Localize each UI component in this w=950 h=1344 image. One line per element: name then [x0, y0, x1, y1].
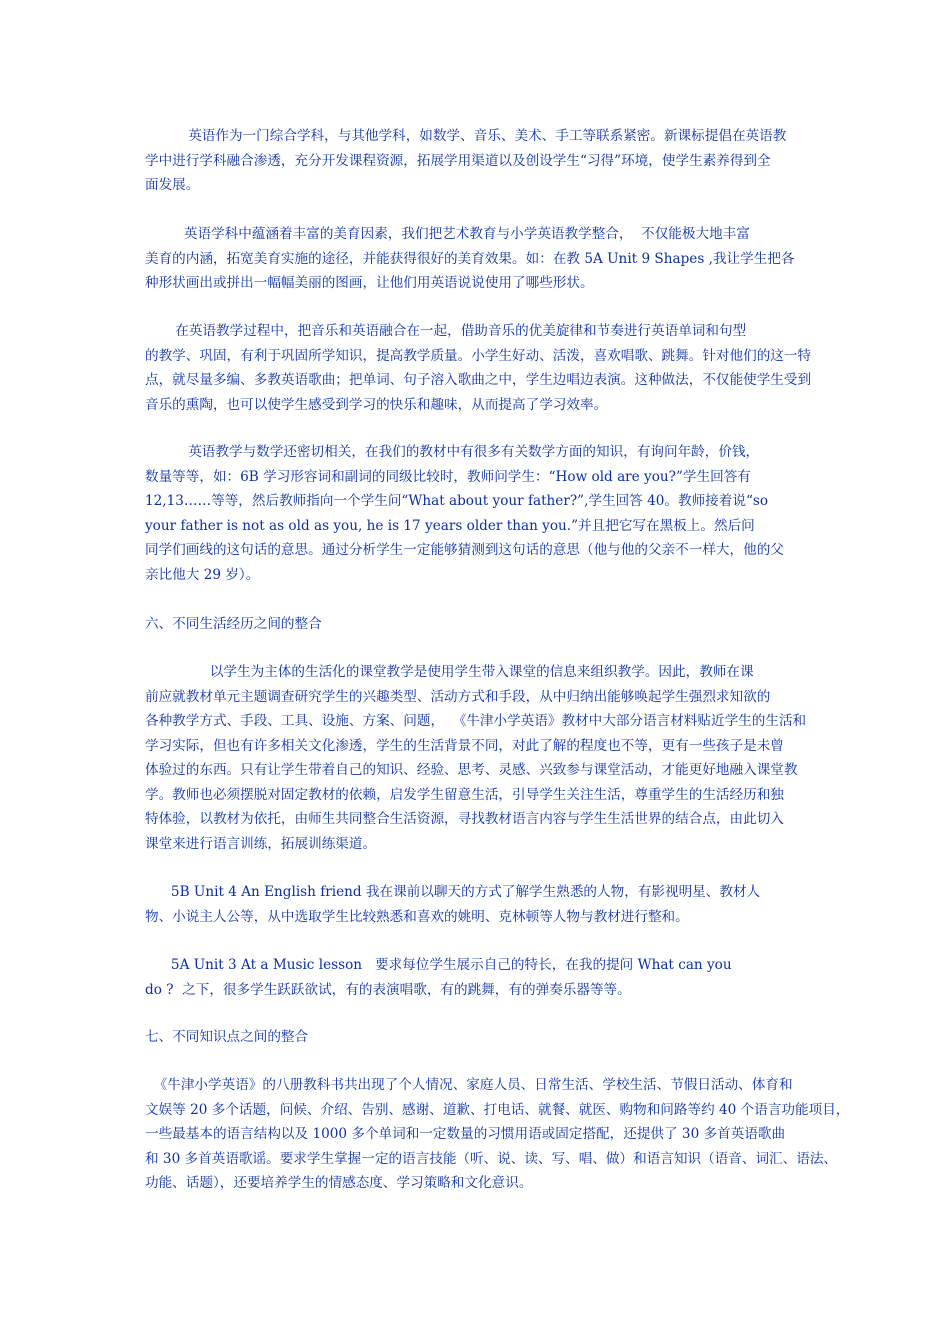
- text-line: 功能、话题），还要培养学生的情感态度、学习策略和文化意识。: [145, 1175, 533, 1191]
- text-line: 点，就尽量多编、多教英语歌曲；把单词、句子溶入歌曲之中，学生边唱边表演。这种做法，不仅能使学生受到: [145, 372, 812, 388]
- text-line: 英语学科中蕴涵着丰富的美育因素，我们把艺术教育与小学英语教学整合， 不仅能极大地丰富: [145, 226, 750, 242]
- text-line: 学习实际，但也有许多相关文化渗透，学生的生活背景不同，对此了解的程度也不等，更有一些孩子是未曾: [145, 737, 784, 754]
- text-line: 学中进行学科融合渗透，充分开发课程资源，拓展学用渠道以及创设学生“习得”环境，使学生素养得到全: [145, 152, 771, 169]
- paragraph-music-integration: [145, 319, 815, 417]
- text-line: 英语教学与数学还密切相关，在我们的教材中有很多有关数学方面的知识，有询问年龄，价钱，: [145, 444, 760, 460]
- paragraph-aesthetic-education: [145, 222, 815, 296]
- text-line: 种形状画出或拼出一幅幅美丽的图画，让他们用英语说说使用了哪些形状。: [145, 275, 594, 291]
- paragraph-oxford-textbook: [145, 1073, 850, 1196]
- paragraph-life-experience: [145, 660, 815, 856]
- text-line: 文娱等 20 多个话题，问候、介绍、告别、感谢、道歉、打电话、就餐、就医、购物和问路等约 40 个语言功能项目，: [145, 1101, 850, 1118]
- text-line: 特体验，以教材为依托，由师生共同整合生活资源，寻找教材语言内容与学生生活世界的结合点，由此切入: [145, 811, 784, 827]
- paragraph-interdisciplinary: [145, 124, 815, 198]
- text-line: 12,13……等等，然后教师指向一个学生问“What about your father?”,学生回答 40。教师接着说“so: [145, 493, 769, 509]
- text-line: 同学们画线的这句话的意思。通过分析学生一定能够猜测到这句话的意思（他与他的父亲不一样大，他的父: [145, 542, 784, 558]
- text-line: 数量等等，如：6B 学习形容词和副词的同级比较时，教师问学生：“How old are you?”学生回答有: [145, 468, 751, 485]
- text-line: 美育的内涵，拓宽美育实施的途径，并能获得很好的美育效果。如：在教 5A Unit 9 Shapes ,我让学生把各: [145, 250, 795, 267]
- text-line: 5B Unit 4 An English friend 我在课前以聊天的方式了解学生熟悉的人物，有影视明星、教材人: [145, 884, 761, 900]
- paragraph-math-integration: [145, 440, 815, 587]
- text-line: 各种教学方式、手段、工具、设施、方案、问题， 《牛津小学英语》教材中大部分语言材料贴近学生的生活和: [145, 713, 807, 729]
- text-line: 英语作为一门综合学科，与其他学科，如数学、音乐、美术、手工等联系紧密。新课标提倡在英语教: [145, 128, 787, 144]
- text-line: 体验过的东西。只有让学生带着自己的知识、经验、思考、灵感、兴致参与课堂活动，才能更好地融入课堂教: [145, 762, 798, 778]
- text-line: 前应就教材单元主题调查研究学生的兴趣类型、活动方式和手段，从中归纳出能够唤起学生强烈求知欲的: [145, 688, 771, 705]
- text-line: 一些最基本的语言结构以及 1000 多个单词和一定数量的习惯用语或固定搭配，还提供了 30 多首英语歌曲: [145, 1126, 786, 1142]
- text-line: 以学生为主体的生活化的课堂教学是使用学生带入课堂的信息来组织教学。因此，教师在课: [145, 664, 754, 680]
- section-heading-seven: 七、不同知识点之间的整合: [145, 1029, 309, 1045]
- text-line: 课堂来进行语言训练，拓展训练渠道。: [145, 835, 377, 852]
- text-line: 面发展。: [145, 177, 200, 193]
- text-line: do ? 之下，很多学生跃跃欲试，有的表演唱歌，有的跳舞，有的弹奏乐器等等。: [145, 981, 631, 998]
- text-line: 和 30 多首英语歌谣。要求学生掌握一定的语言技能（听、说、读、写、唱、做）和语言知识（语音、词汇、语法、: [145, 1150, 838, 1167]
- section-heading-six: 六、不同生活经历之间的整合: [145, 616, 322, 632]
- text-line: 《牛津小学英语》的八册教科书共出现了个人情况、家庭人员、日常生活、学校生活、节假日活动、体育和: [145, 1077, 793, 1093]
- text-line: 音乐的熏陶，也可以使学生感受到学习的快乐和趣味，从而提高了学习效率。: [145, 396, 608, 413]
- text-line: 5A Unit 3 At a Music lesson 要求每位学生展示自己的特长，在我的提问 What can you: [145, 957, 732, 973]
- paragraph-example-5a-unit3: [145, 953, 815, 1002]
- text-line: 的教学、巩固，有利于巩固所学知识，提高教学质量。小学生好动、活泼，喜欢唱歌、跳舞。针对他们的这一特: [145, 347, 812, 364]
- text-line: 在英语教学过程中，把音乐和英语融合在一起，借助音乐的优美旋律和节奏进行英语单词和句型: [145, 323, 747, 339]
- paragraph-example-5b-unit4: [145, 880, 815, 929]
- text-line: 学。教师也必须摆脱对固定教材的依赖，启发学生留意生活，引导学生关注生活，尊重学生的生活经历和独: [145, 786, 784, 803]
- text-line: 亲比他大 29 岁）。: [145, 566, 260, 583]
- text-line: 物、小说主人公等，从中选取学生比较熟悉和喜欢的姚明、克林顿等人物与教材进行整和。: [145, 908, 689, 925]
- text-line: your father is not as old as you, he is 17 years older than you.”并且把它写在黑板上。然后问: [145, 517, 755, 534]
